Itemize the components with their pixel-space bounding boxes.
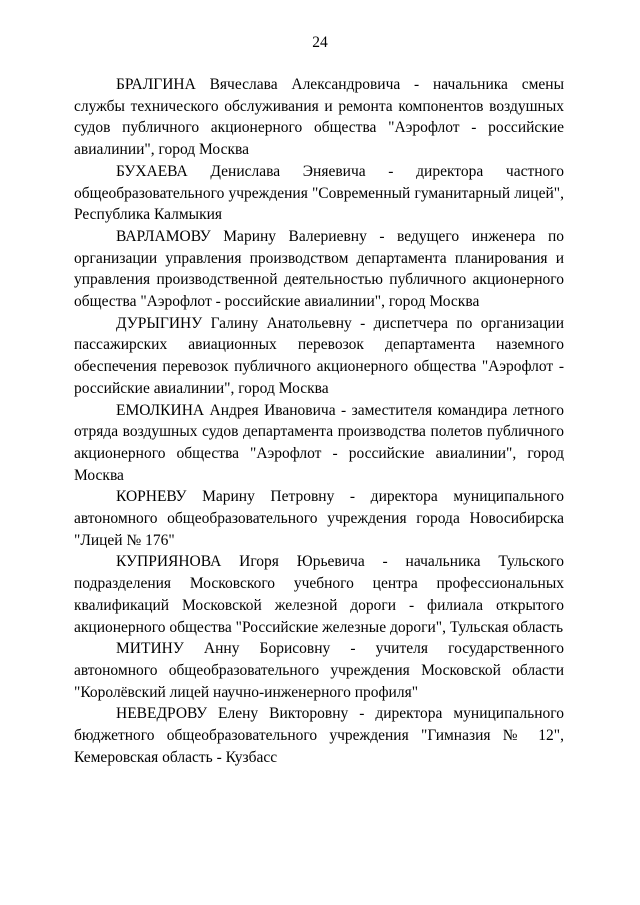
award-entry-varlamova: ВАРЛАМОВУ Марину Валериевну - ведущего инженера по организации управления производством департамента планирования и управления производственной деятельностью публичного акционерного общества "Аэрофлот - российские авиалинии", город Москва: [74, 227, 564, 311]
award-entry-emolkin: ЕМОЛКИНА Андрея Ивановича - заместителя командира летного отряда воздушных судов департамента производства полетов публичного акционерного общества "Аэрофлот - российские авиалинии", город Москва: [74, 401, 564, 484]
award-entry-korneva: КОРНЕВУ Марину Петровну - директора муниципального автономного общеобразовательного учреждения города Новосибирска "Лицей № 176": [74, 488, 564, 549]
award-entry-kupriyanov: КУПРИЯНОВА Игоря Юрьевича - начальника Тульского подразделения Московского учебного центра профессиональных квалификаций Московской железной дороги - филиала открытого акционерного общества "Российские железные дороги", Тульская область: [74, 553, 564, 636]
award-entry-mitina: МИТИНУ Анну Борисовну - учителя государственного автономного общеобразовательного учреждения Московской области "Королёвский лицей научно-инженерного профиля": [74, 640, 564, 701]
award-entry-bukhaev: БУХАЕВА Денислава Эняевича - директора частного общеобразовательного учреждения "Современный гуманитарный лицей", Республика Калмыкия: [74, 162, 564, 224]
award-entry-bralgin: БРАЛГИНА Вячеслава Александровича - начальника смены службы технического обслуживания и ремонта компонентов воздушных судов публичного акционерного общества "Аэрофлот - российские авиалинии", город Москва: [74, 76, 564, 159]
award-list: [74, 74, 564, 769]
award-entry-durygina: ДУРЫГИНУ Галину Анатольевну - диспетчера по организации пассажирских авиационных перевозок департамента наземного обеспечения перевозок публичного акционерного общества "Аэрофлот - российские авиалинии", город Москва: [74, 314, 564, 397]
award-entry-nevedrova: НЕВЕДРОВУ Елену Викторовну - директора муниципального бюджетного общеобразовательного учреждения "Гимназия № 12", Кемеровская область - Кузбасс: [74, 705, 564, 766]
page-number: 24: [312, 34, 328, 51]
